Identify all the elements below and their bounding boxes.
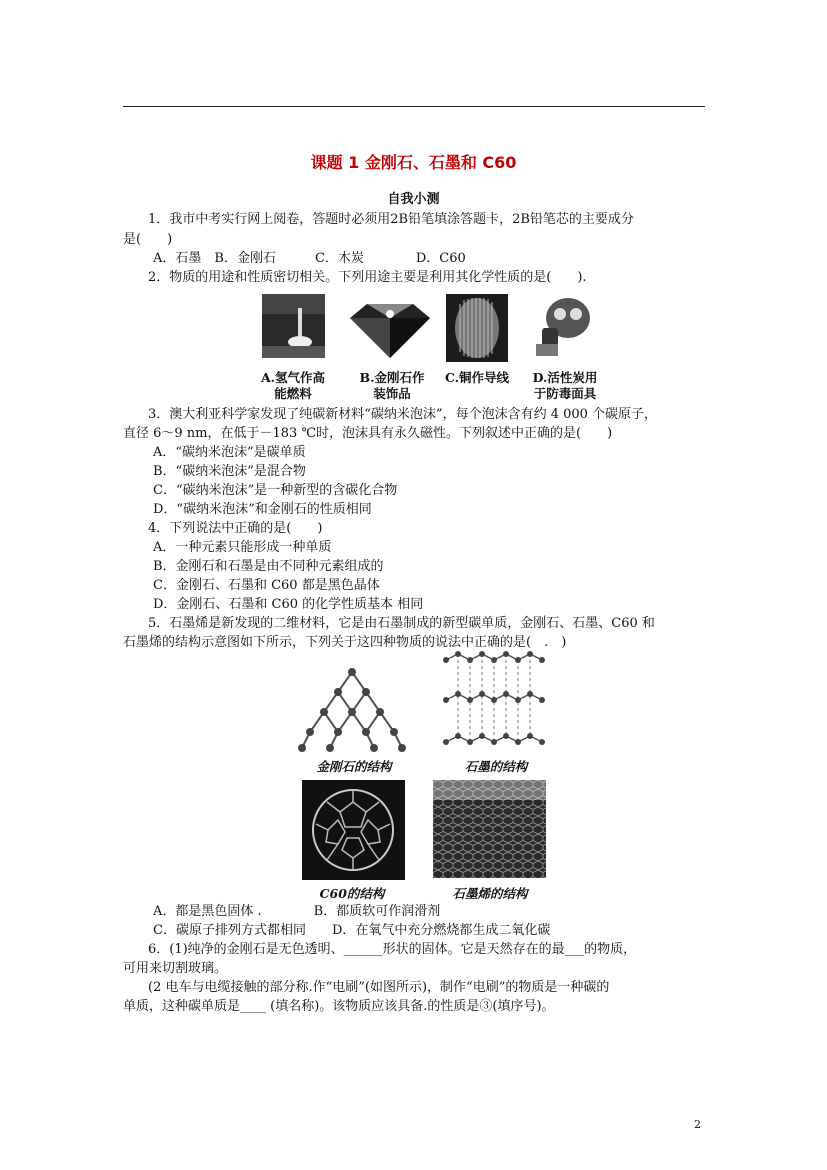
c60-structure-caption: C60的结构: [319, 886, 385, 901]
q1-stem-line2: 是( ): [123, 232, 173, 247]
q6-line3: (2 电车与电缆接触的部分称.作“电刷”(如图所示)，制作“电刷”的物质是一种碳的: [148, 980, 610, 995]
q6-line4: 单质，这种碳单质是____ (填名称)。该物质应该具备.的性质是③(填序号)。: [123, 999, 555, 1014]
diamond-structure-image: [296, 664, 408, 756]
copper-wire-image: [446, 294, 508, 362]
q5-options-line2: C．碳原子排列方式都相同 D．在氧气中充分燃烧都生成二氧化碳: [153, 923, 551, 938]
graphene-structure-image: [433, 780, 546, 878]
q4-option-c: C．金刚石、石墨和 C60 都是黑色晶体: [153, 578, 380, 593]
q2-stem: 2．物质的用途和性质密切相关。下列用途主要是利用其化学性质的是( ).: [148, 270, 587, 285]
q5-stem-line1: 5．石墨烯是新发现的二维材料，它是由石墨制成的新型碳单质，金刚石、石墨、C60 和: [148, 616, 655, 631]
q3-stem-line2: 直径 6～9 nm，在低于－183 ℃时，泡沫具有永久磁性。下列叙述中正确的是( ): [123, 426, 613, 441]
q4-stem: 4．下列说法中正确的是( ): [148, 521, 323, 536]
header-rule: [123, 106, 705, 107]
q2-caption-d: D.活性炭用 于防毒面具: [532, 370, 598, 401]
q6-line1: 6．(1)纯净的金刚石是无色透明、______形状的固体。它是天然存在的最___的物质，: [148, 942, 637, 957]
q3-stem-line1: 3．澳大利亚科学家发现了纯碳新材料“碳纳米泡沫”，每个泡沫含有约 4 000 个碳原子，: [148, 407, 658, 422]
section-subtitle: 自我小测: [387, 192, 440, 207]
q5-stem-line2: 石墨烯的结构示意图如下所示，下列关于这四种物质的说法中正确的是( . ): [123, 635, 567, 650]
q4-option-b: B．金刚石和石墨是由不同种元素组成的: [153, 559, 384, 574]
q2-caption-c: C.铜作导线: [444, 370, 510, 385]
q2-caption-a: A.氢气作高 能燃料: [260, 370, 326, 401]
diamond-image: [345, 300, 435, 360]
graphite-structure-image: [442, 650, 548, 754]
q1-options: A．石墨 B．金刚石 C．木炭 D．C60: [153, 251, 466, 266]
page-number: 2: [694, 1118, 701, 1131]
q4-option-a: A．一种元素只能形成一种单质: [153, 540, 332, 555]
c60-structure-image: [302, 780, 405, 880]
q2-caption-b: B.金刚石作 装饰品: [359, 370, 425, 401]
q3-option-c: C．“碳纳米泡沫”是一种新型的含碳化合物: [153, 483, 398, 498]
q1-stem-line1: 1．我市中考实行网上阅卷，答题时必须用2B铅笔填涂答题卡，2B铅笔芯的主要成分: [148, 212, 634, 227]
diamond-structure-caption: 金刚石的结构: [316, 759, 392, 774]
q6-line2: 可用来切割玻璃。: [123, 961, 228, 976]
graphene-structure-caption: 石墨烯的结构: [452, 886, 528, 901]
page-title: 课题 1 金刚石、石墨和 C60: [310, 153, 517, 172]
q5-options-line1: A．都是黑色固体 . B．都质软可作润滑剂: [153, 904, 441, 919]
gas-mask-image: [528, 294, 596, 360]
q3-option-a: A．“碳纳米泡沫”是碳单质: [153, 445, 306, 460]
graphite-structure-caption: 石墨的结构: [464, 759, 528, 774]
rocket-launch-image: [262, 294, 325, 358]
q4-option-d: D．金刚石、石墨和 C60 的化学性质基本 相同: [153, 597, 424, 612]
q3-option-d: D．“碳纳米泡沫”和金刚石的性质相同: [153, 502, 372, 517]
q3-option-b: B．“碳纳米泡沫”是混合物: [153, 464, 306, 479]
